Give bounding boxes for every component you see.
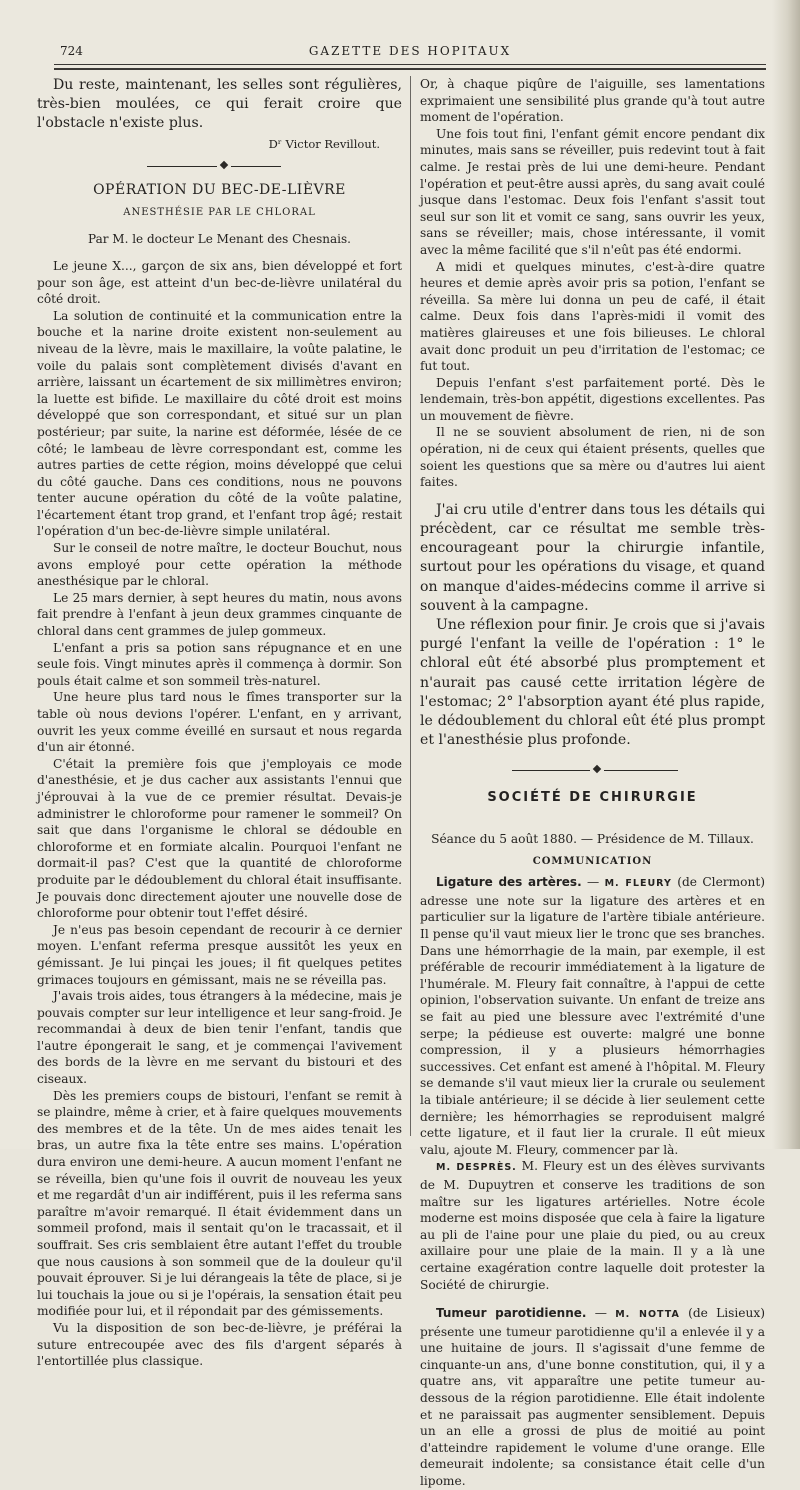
right-column xyxy=(420,76,765,1490)
body-paragraph: L'enfant a pris sa potion sans répugnance et en une seule fois. Vingt minutes après il commença à dormir. Son pouls était calme et son sommeil très-naturel. xyxy=(37,640,402,688)
section-ornament xyxy=(420,764,765,778)
page-number: 724 xyxy=(60,44,83,58)
ligature-body: (de Clermont) adresse une note sur la ligature des artères et en particulier sur la ligature de l'artère tibiale antérieure. Il pense qu'il vaut mieux lier le tronc que ses branches. Dans une hémorrhagie de la main, par exemple, il est préférable de recourir immédiatement à la ligature de l'humérale. M. Fleury fait connaître, à l'appui de cette opinion, l'observation suivante. Un enfant de treize ans se fait au pied une blessure avec l'extrémité d'une serpe; la pédieuse est ouverte: malgré une bonne compression, il y a plusieurs hémorrhagies successives. Cet enfant est amené à l'hôpital. M. Fleury se demande s'il vaut mieux lier la crurale ou seulement la tibiale antérieure; il se décide à lier seulement cette dernière; les hémorrhagies se reproduisent malgré cette ligature, et il faut lier la crurale. Il eût mieux valu, ajoute M. Fleury, commencer par là. xyxy=(420,875,766,1157)
body-paragraph: Il ne se souvient absolument de rien, ni de son opération, ni de ceux qui étaient présents, quelles que soient les questions que sa mère ou d'autres lui aient faites. xyxy=(420,425,765,490)
page-spine-shadow xyxy=(772,0,800,1149)
speaker-name: M. FLEURY xyxy=(604,878,672,890)
article-subtitle: ANESTHÉSIE PAR LE CHLORAL xyxy=(123,206,316,218)
body-paragraph: Une fois tout fini, l'enfant gémit encore pendant dix minutes, mais sans se réveiller, puis redevint tout à fait calme. Je restai près de lui une demi-heure. Pendant l'opération et peut-être aussi après, du sang avait coulé jusque dans l'estomac. Deux fois l'enfant s'assit tout seul sur son lit et vomit ce sang, sans ouvrir les yeux, sans se réveiller; mais, chose intéressante, il vomit avec la même facilité que s'il n'eût pas été endormi. xyxy=(420,126,765,257)
body-paragraph: J'avais trois aides, tous étrangers à la médecine, mais je pouvais compter sur leur intelligence et leur sang-froid. Je recommandai à deux de bien tenir l'enfant, tandis que l'autre épongerait le sang, et je commençai l'avivement des bords de la lèvre en me servant du bistouri et des ciseaux. xyxy=(37,989,402,1087)
body-paragraph: Or, à chaque piqûre de l'aiguille, ses lamentations exprimaient une sensibilité plus grande qu'à tout autre moment de l'opération. xyxy=(420,77,765,125)
article-byline: Par M. le docteur Le Menant des Chesnais. xyxy=(88,232,351,247)
body-paragraph: C'était la première fois que j'employais ce mode d'anesthésie, et je dus cacher aux assistants l'ennui que j'éprouvai à la vue de ce premier résultat. Devais-je administrer le chloroforme pour ramener le sommeil? On sait que dans l'organisme le chloral se dédouble en chloroforme et en formiate alcalin. Pourquoi l'enfant ne dormait-il pas? C'est que la quantité de chloroforme produite par le dédoublement du chloral était insuffisante. Je pouvais donc directement ajouter une nouvelle dose de chloroforme pour obtenir tout l'effet désiré. xyxy=(37,756,402,921)
body-paragraph: A midi et quelques minutes, c'est-à-dire quatre heures et demie après avoir pris sa potion, l'enfant se réveilla. Sa mère lui donna un peu de café, il était calme. Deux fois dans l'après-midi il vomit des matières glaireuses et une fois bilieuses. Le chloral avait donc produit un peu d'irritation de l'estomac; ce fut tout. xyxy=(420,259,765,374)
body-paragraph: Vu la disposition de son bec-de-lièvre, je préférai la suture entrecoupée avec des fils d'argent séparés à l'entortillée plus classique. xyxy=(37,1320,402,1369)
conclusion-paragraph: J'ai cru utile d'entrer dans tous les détails qui précèdent, car ce résultat me semble très-encourageant pour la chirurgie infantile, surtout pour les opérations du visage, et quand on manque d'aides-médecins comme il arrive si souvent à la campagne. xyxy=(420,501,765,614)
speaker-name: M. NOTTA xyxy=(615,1309,680,1321)
communication-label: COMMUNICATION xyxy=(532,855,653,867)
body-paragraph: Depuis l'enfant s'est parfaitement porté. Dès le lendemain, très-bon appétit, digestions excellentes. Pas un mouvement de fièvre. xyxy=(420,375,765,423)
society-title: SOCIÉTÉ DE CHIRURGIE xyxy=(487,790,698,806)
despres-body: M. Fleury est un des élèves survivants de M. Dupuytren et conserve les traditions de son maître sur les ligatures artérielles. Notre école moderne est moins disposée que cela à faire la ligature au pli de l'aine pour une plaie du pied, ou au creux axillaire pour une plaie de la main. Il y a là une certaine exagération contre laquelle doit protester la Société de chirurgie. xyxy=(420,1159,765,1292)
body-paragraph: Je n'eus pas besoin cependant de recourir à ce dernier moyen. L'enfant referma presque aussitôt les yeux en gémissant. Je lui pinçai les joues; il fit quelques petites grimaces toujours en gémissant, mais ne se réveilla pas. xyxy=(37,922,402,987)
header-rule-thin xyxy=(54,64,766,65)
section-ornament xyxy=(37,160,402,174)
body-paragraph: La solution de continuité et la communication entre la bouche et la narine droite existent non-seulement au niveau de la lèvre, mais le maxillaire, la voûte palatine, le voile du palais sont complètement divisés d'avant en arrière, laissant un écartement de six millimètres environ; la luette est bifide. Le maxillaire du côté droit est moins développé que son correspondant, et situé sur un plan postérieur; par suite, la narine est déformée, lésée de ce côté; le lambeau de lèvre correspondant est, comme les autres parties de cette région, moins développé que celui du côté gauche. Dans ces conditions, nous ne pouvons tenter aucune opération du côté de la voûte palatine, l'écartement étant trop grand, et l'enfant trop âgé; restait l'opération d'un bec-de-lièvre simple unilatéral. xyxy=(37,308,402,539)
column-divider xyxy=(410,76,411,1136)
conclusion-paragraph: Une réflexion pour finir. Je crois que si j'avais purgé l'enfant la veille de l'opération : 1° le chloral eût été absorbé plus promptement et n'aurait pas causé cette irritation légère de l'estomac; 2° l'absorption ayant été plus rapide, le dédoublement du chloral eût été plus prompt et l'anesthésie plus profonde. xyxy=(420,617,765,749)
ligature-heading: Ligature des artères. xyxy=(436,875,582,890)
body-paragraph: Une heure plus tard nous le fîmes transporter sur la table où nous devions l'opérer. L'enfant, en y arrivant, ouvrit les yeux comme éveillé en sursaut et nous regarda d'un air étonné. xyxy=(37,690,402,755)
body-paragraph: Le 25 mars dernier, à sept heures du matin, nous avons fait prendre à l'enfant à jeun deux grammes cinquante de chloral dans cent grammes de julep gommeux. xyxy=(37,590,402,639)
tumeur-paragraph: Tumeur parotidienne. — M. NOTTA (de Lisieux) présente une tumeur parotidienne qu'il a enlevée il y a une huitaine de jours. Il s'agissait d'une femme de cinquante-un ans, d'une bonne constitution, qui, il y a quatre ans, vit apparaître une petite tumeur au-dessous de la région parotidienne. Elle était indolente et ne paraissait pas augmenter sensiblement. Depuis un an elle a grossi de plus de moitié au point d'atteindre rapidement le volume d'une orange. Elle demeurait indolente; sa consistance était celle d'un lipome. xyxy=(420,1306,765,1489)
speaker-name: M. DESPRÈS. xyxy=(436,1162,517,1174)
article-title: OPÉRATION DU BEC-DE-LIÈVRE xyxy=(93,182,346,199)
body-paragraph: Le jeune X..., garçon de six ans, bien développé et fort pour son âge, est atteint d'un bec-de-lièvre unilatéral du côté droit. xyxy=(37,258,402,307)
tumeur-heading: Tumeur parotidienne. xyxy=(436,1306,587,1321)
body-paragraph: Sur le conseil de notre maître, le docteur Bouchut, nous avons employé pour cette opération la méthode anesthésique par le chloral. xyxy=(37,541,402,589)
author-signature: Dʳ Victor Revillout. xyxy=(268,136,380,151)
header-rule-thick xyxy=(54,68,766,70)
seance-line: Séance du 5 août 1880. — Présidence de M. Tillaux. xyxy=(431,832,754,847)
body-paragraph: Dès les premiers coups de bistouri, l'enfant se remit à se plaindre, même à crier, et à faire quelques mouvements des membres et de la tête. Un de mes aides tenait les bras, un autre fixa la tête entre ses mains. L'opération dura environ une demi-heure. A aucun moment l'enfant ne se réveilla, bien qu'une fois il ouvrit de nouveau les yeux et me regardât d'un air indifférent, puis il les referma sans paraître m'avoir remarqué. Il était évidemment dans un sommeil profond, mais il sentait qu'on le tracassait, et il souffrait. Ses cris semblaient être autant l'effet du trouble que nous causions à son sommeil que de la douleur qu'il pouvait éprouver. Si je lui dérangeais la tête de place, si je lui touchais la joue ou si je l'opérais, la sensation était peu modifiée pour lui, et il répondait par des gémissements. xyxy=(37,1088,402,1319)
tumeur-body: (de Lisieux) présente une tumeur parotidienne qu'il a enlevée il y a une huitaine de jours. Il s'agissait d'une femme de cinquante-un ans, d'une bonne constitution, qui, il y a quatre ans, vit apparaître une petite tumeur au-dessous de la région parotidienne. Elle était indolente et ne paraissait pas augmenter sensiblement. Depuis un an elle a grossi de plus de moitié au point d'atteindre rapidement le volume d'une orange. Elle demeurait indolente; sa consistance était celle d'un lipome. xyxy=(420,1306,765,1489)
despres-paragraph xyxy=(420,1158,765,1293)
ligature-paragraph: Ligature des artères. — M. FLEURY (de Clermont) adresse une note sur la ligature des artères et en particulier sur la ligature de l'artère tibiale antérieure. Il pense qu'il vaut mieux lier le tronc que ses branches. Dans une hémorrhagie de la main, par exemple, il est préférable de recourir immédiatement à la ligature de l'humérale. M. Fleury fait connaître, à l'appui de cette opinion, l'observation suivante. Un enfant de treize ans se fait au pied une blessure avec l'extrémité d'une serpe; la pédieuse est ouverte: malgré une bonne compression, il y a plusieurs hémorrhagies successives. Cet enfant est amené à l'hôpital. M. Fleury se demande s'il vaut mieux lier la crurale ou seulement la tibiale antérieure; il se décide à lier seulement cette dernière; les hémorrhagies se reproduisent malgré cette ligature, et il faut lier la crurale. Il eût mieux valu, ajoute M. Fleury, commencer par là. xyxy=(420,875,766,1157)
journal-title: GAZETTE DES HOPITAUX xyxy=(308,44,512,58)
running-head xyxy=(60,44,760,62)
left-column xyxy=(37,76,402,1370)
intro-paragraph: Du reste, maintenant, les selles sont régulières, très-bien moulées, ce qui ferait croire que l'obstacle n'existe plus. xyxy=(37,77,402,132)
